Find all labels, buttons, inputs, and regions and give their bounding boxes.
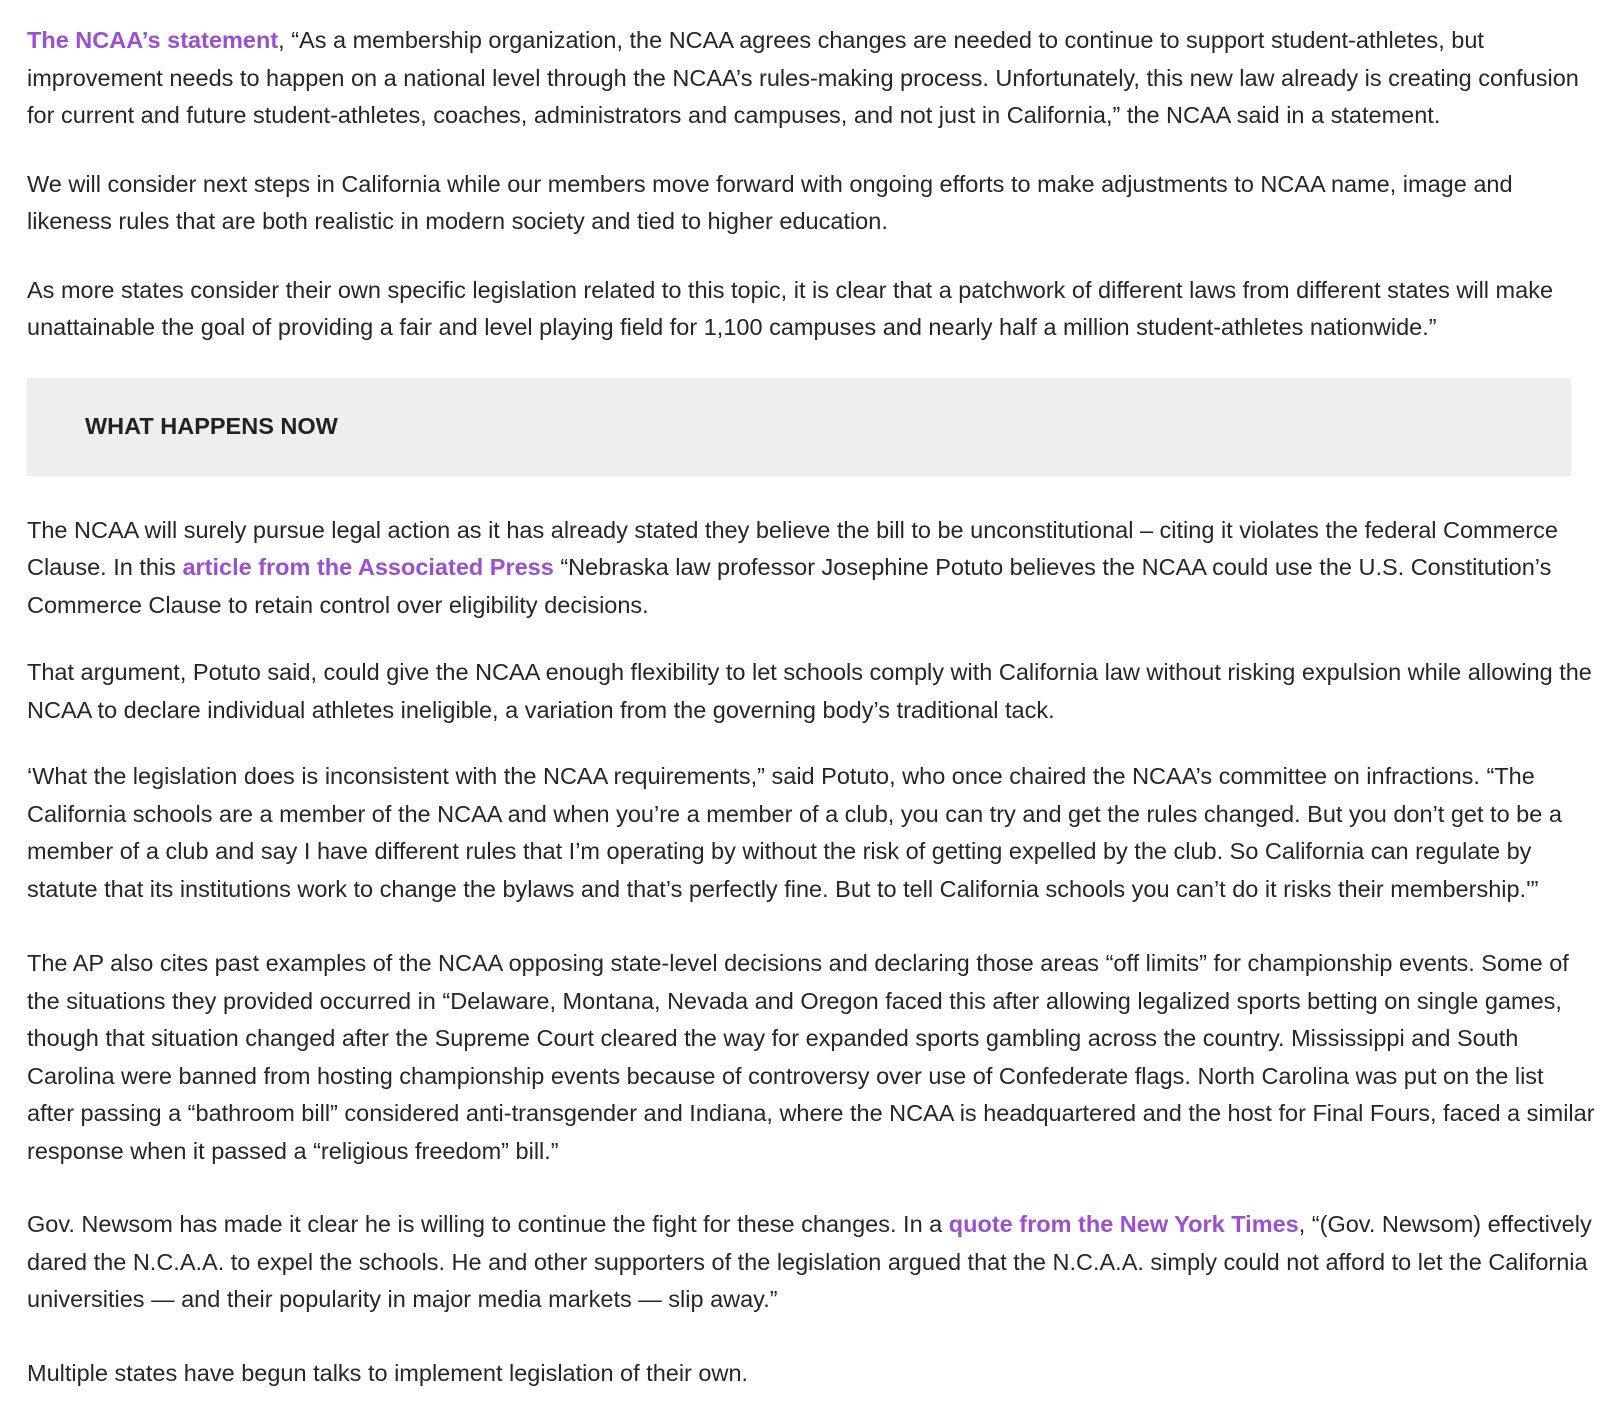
paragraph-legal-action: [27, 512, 1597, 625]
paragraph-text: , “As a membership organization, the NCAA agrees changes are needed to continue to support student-athletes, but improvement needs to happen on a national level through the NCAA’s rules-making process. Unfortunately, this new law already is creating confusion for current and future student-athletes, coaches, administrators and campuses, and not just in California,” the NCAA said in a statement.: [27, 27, 1579, 128]
article-body: [27, 0, 1597, 1392]
paragraph-potuto-argument: That argument, Potuto said, could give the NCAA enough flexibility to let schools comply with California law without risking expulsion while allowing the NCAA to declare individual athletes ineligible, a variation from the governing body’s traditional tack.: [27, 659, 1592, 723]
associated-press-link[interactable]: article from the Associated Press: [182, 554, 554, 580]
paragraph-text: “Nebraska law professor Josephine Potuto believes the NCAA could use the U.S. Constitution’s Commerce Clause to retain control over eligibility decisions.: [27, 554, 1552, 618]
new-york-times-link[interactable]: quote from the New York Times: [948, 1211, 1299, 1237]
paragraph-next-steps: We will consider next steps in California while our members move forward with ongoing efforts to make adjustments to NCAA name, image and likeness rules that are both realistic in modern society and tied to higher education.: [27, 170, 1513, 234]
paragraph-ncaa-statement: [27, 22, 1597, 135]
section-heading: WHAT HAPPENS NOW: [85, 413, 338, 439]
paragraph-newsom: [27, 1206, 1597, 1319]
paragraph-text: The NCAA will surely pursue legal action as it has already stated they believe the bill to be unconstitutional – citing it violates the federal Commerce Clause. In this: [27, 516, 1558, 580]
ncaa-statement-link[interactable]: The NCAA’s statement: [27, 27, 279, 53]
section-heading-box: [27, 378, 1571, 476]
paragraph-text: , “(Gov. Newsom) effectively dared the N.C.A.A. to expel the schools. He and other supporters of the legislation argued that the N.C.A.A. simply could not afford to let the California universities — and their popularity in major media markets — slip away.”: [27, 1211, 1592, 1312]
paragraph-multiple-states: Multiple states have begun talks to implement legislation of their own.: [27, 1359, 749, 1386]
paragraph-past-examples: The AP also cites past examples of the NCAA opposing state-level decisions and declaring those areas “off limits” for championship events. Some of the situations they provided occurred in “Delaware, Montana, Nevada and Oregon faced this after allowing legalized sports betting on single games, though that situation changed after the Supreme Court cleared the way for expanded sports gambling across the country. Mississippi and South Carolina were banned from hosting championship events because of controversy over use of Confederate flags. North Carolina was put on the list after passing a “bathroom bill” considered anti-transgender and Indiana, where the NCAA is headquartered and the host for Final Fours, faced a similar response when it passed a “religious freedom” bill.”: [27, 950, 1595, 1164]
paragraph-patchwork-laws: As more states consider their own specific legislation related to this topic, it is clear that a patchwork of different laws from different states will make unattainable the goal of providing a fair and level playing field for 1,100 campuses and nearly half a million student-athletes nationwide.”: [27, 276, 1554, 340]
paragraph-text: Gov. Newsom has made it clear he is willing to continue the fight for these changes. In a: [27, 1211, 949, 1237]
paragraph-potuto-quote: ‘What the legislation does is inconsistent with the NCAA requirements,” said Potuto, who once chaired the NCAA’s committee on infractions. “The California schools are a member of the NCAA and when you’re a member of a club, you can try and get the rules changed. But you don’t get to be a member of a club and say I have different rules that I’m operating by without the risk of getting expelled by the club. So California can regulate by statute that its institutions work to change the bylaws and that’s perfectly fine. But to tell California schools you can’t do it risks their membership.'”: [27, 763, 1562, 902]
